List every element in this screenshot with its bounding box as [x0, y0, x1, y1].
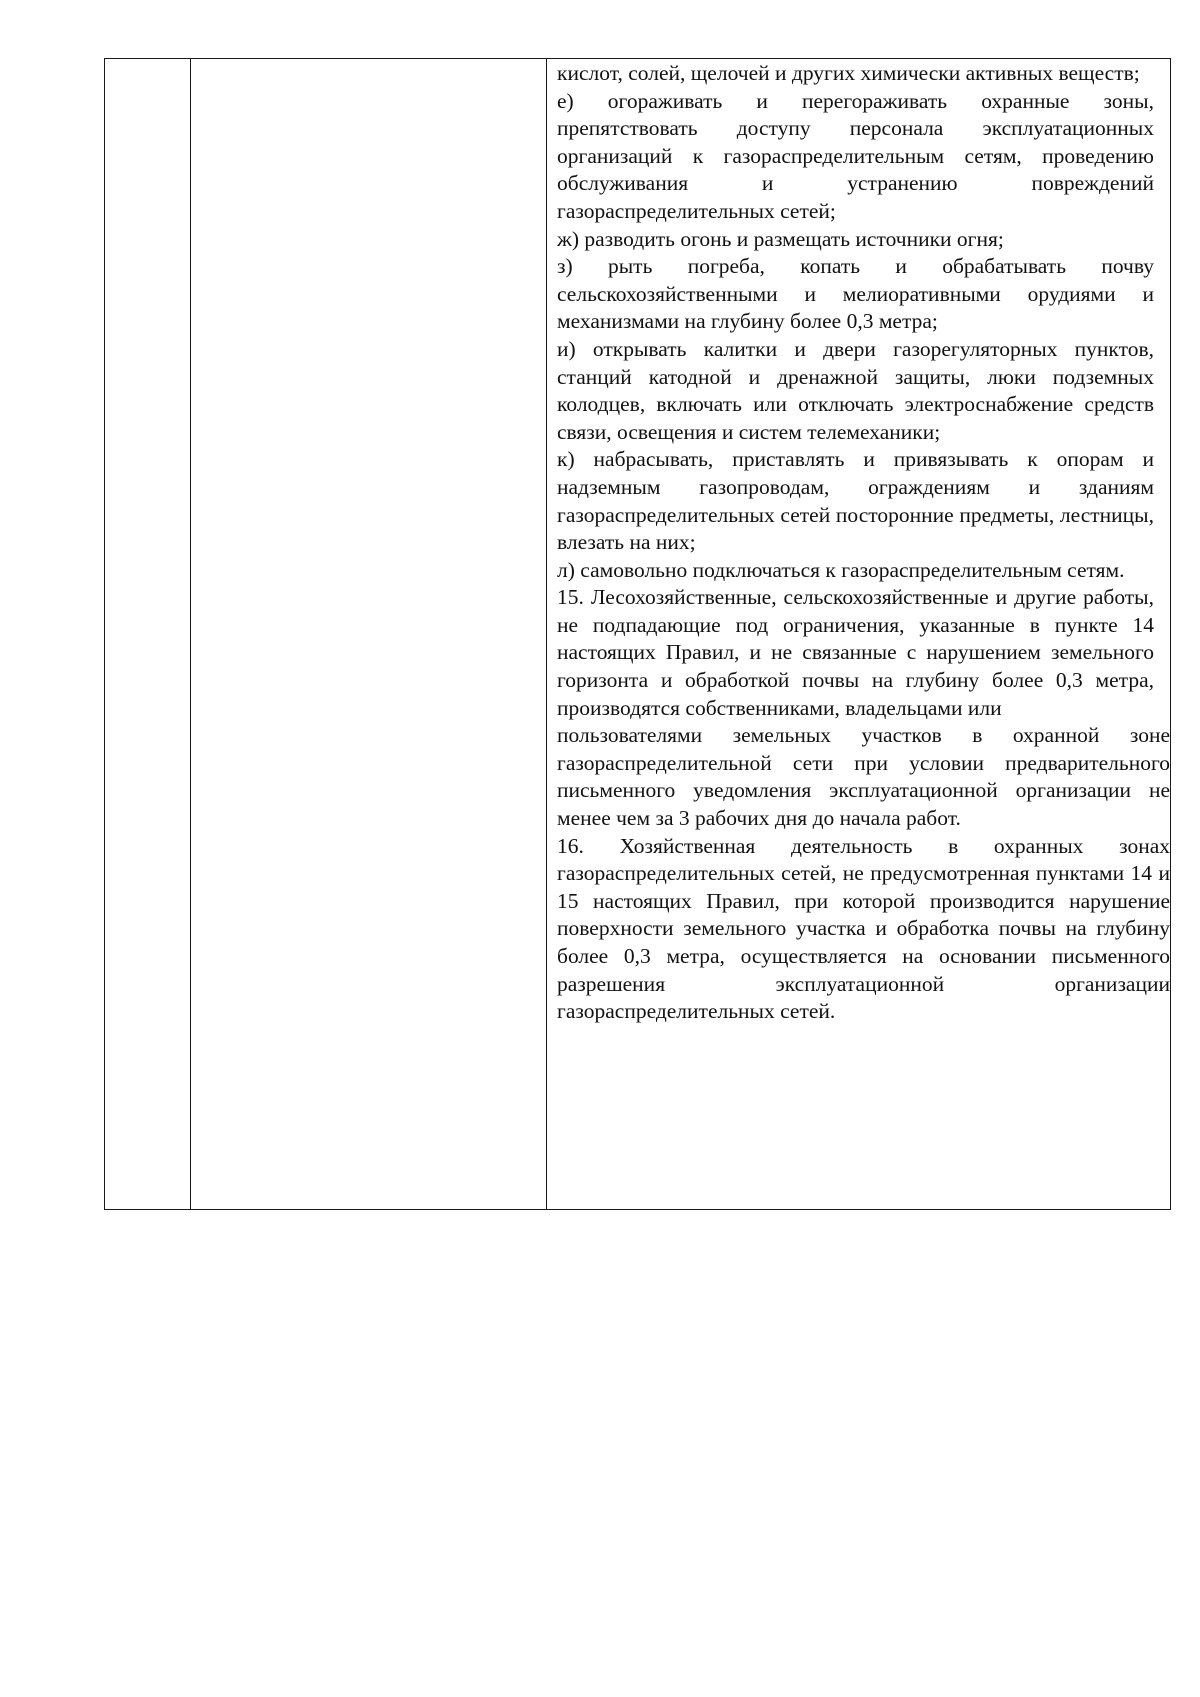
paragraph: л) самовольно подключаться к газораспределительным сетям. — [557, 557, 1125, 582]
document-table — [104, 58, 1171, 1210]
table-cell-empty — [191, 59, 547, 1210]
paragraph: ж) разводить огонь и размещать источники огня; — [557, 226, 1004, 251]
table-cell-number — [105, 59, 191, 1210]
paragraph: кислот, солей, щелочей и других химически активных веществ; — [557, 61, 1140, 85]
paragraph: пользователями земельных участков в охранной зоне газораспределительной сети при условии предварительного письменного уведомления эксплуатационной организации не менее чем за 3 рабочих дня до начала работ. — [557, 723, 1170, 831]
paragraph: е) огораживать и перегораживать охранные зоны, препятствовать доступу персонала эксплуатационных организаций к газораспределительным сетям, проведению обслуживания и устранению повреждений газораспределительных сетей; — [557, 88, 1154, 223]
paragraph: 16. Хозяйственная деятельность в охранных зонах газораспределительных сетей, не предусмотренная пунктами 14 и 15 настоящих Правил, при которой производится нарушение поверхности земельного участка и обработка почвы на глубину более 0,3 метра, осуществляется на основании письменного разрешения эксплуатационной организации газораспределительных сетей. — [557, 833, 1170, 1024]
table-cell-text — [547, 59, 1171, 1210]
paragraph: з) рыть погреба, копать и обрабатывать почву сельскохозяйственными и мелиоративными орудиями и механизмами на глубину более 0,3 метра; — [557, 254, 1154, 334]
paragraph: 15. Лесохозяйственные, сельскохозяйственные и другие работы, не подпадающие под ограничения, указанные в пункте 14 настоящих Правил, и не связанные с нарушением земельного горизонта и обработкой почвы на глубину более 0,3 метра, производятся собственниками, владельцами или — [557, 585, 1154, 720]
paragraph: и) открывать калитки и двери газорегуляторных пунктов, станций катодной и дренажной защиты, люки подземных колодцев, включать или отключать электроснабжение средств связи, освещения и систем телемеханики; — [557, 336, 1154, 444]
table-row — [105, 59, 1171, 1210]
paragraph: к) набрасывать, приставлять и привязывать к опорам и надземным газопроводам, ограждениям и зданиям газораспределительных сетей посторонние предметы, лестницы, влезать на них; — [557, 447, 1154, 555]
